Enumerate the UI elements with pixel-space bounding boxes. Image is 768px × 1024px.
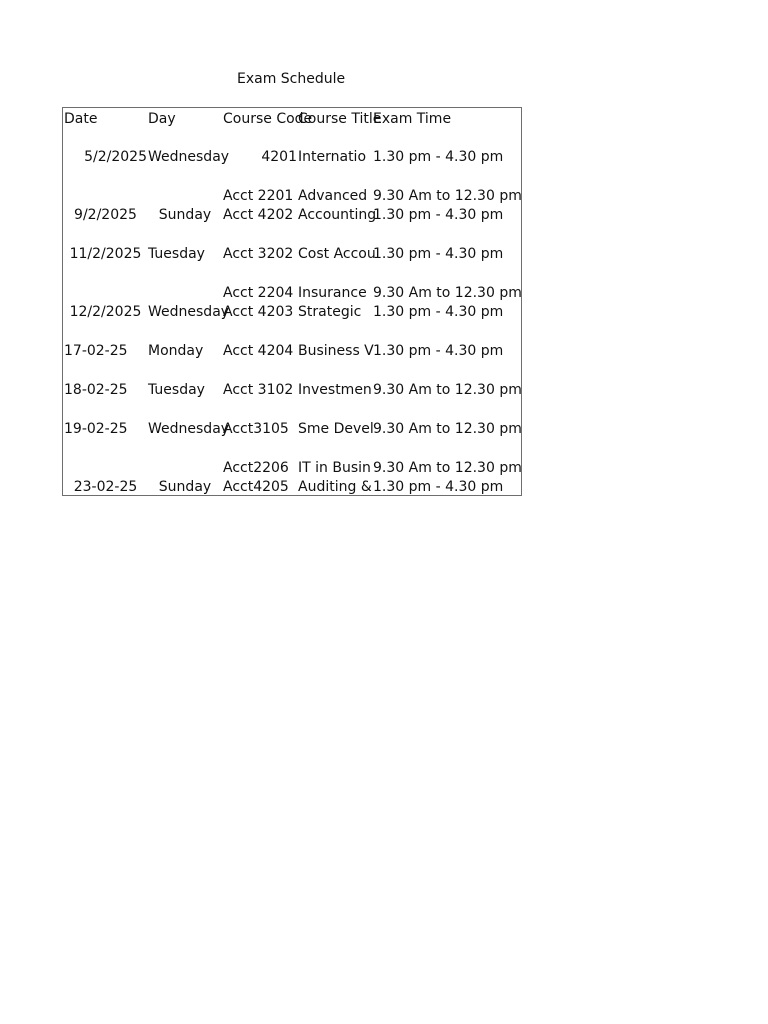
cell-date: 11/2/2025 bbox=[69, 246, 142, 262]
cell-course-title: Accounting bbox=[298, 207, 377, 223]
cell-course-code: Acct 4203 bbox=[223, 304, 294, 320]
cell-day: Wednesday bbox=[148, 304, 230, 320]
cell-day: Tuesday bbox=[148, 246, 205, 262]
cell-exam-time: 9.30 Am to 12.30 pm bbox=[373, 382, 522, 398]
cell-course-code: Acct 4202 bbox=[223, 207, 294, 223]
cell-exam-time: 1.30 pm - 4.30 pm bbox=[373, 246, 504, 262]
header-day: Day bbox=[148, 111, 176, 127]
cell-course-title: Cost Accou bbox=[298, 246, 376, 262]
cell-date: 19-02-25 bbox=[64, 421, 128, 437]
cell-course-title: Investmen bbox=[298, 382, 372, 398]
cell-course-title: IT in Busin bbox=[298, 460, 371, 476]
header-exam-time: Exam Time bbox=[373, 111, 452, 127]
cell-exam-time: 1.30 pm - 4.30 pm bbox=[373, 207, 504, 223]
cell-exam-time: 1.30 pm - 4.30 pm bbox=[373, 149, 504, 165]
cell-course-code: Acct 2201 bbox=[223, 188, 294, 204]
cell-course-code: Acct4205 bbox=[223, 479, 289, 495]
exam-schedule-table bbox=[62, 107, 522, 496]
cell-course-code: Acct2206 bbox=[223, 460, 289, 476]
cell-day: Tuesday bbox=[148, 382, 205, 398]
cell-date: 9/2/2025 bbox=[74, 207, 137, 223]
cell-exam-time: 1.30 pm - 4.30 pm bbox=[373, 304, 504, 320]
header-course-code: Course Code bbox=[223, 111, 313, 127]
cell-course-code: Acct 4204 bbox=[223, 343, 294, 359]
header-date: Date bbox=[64, 111, 98, 127]
cell-exam-time: 9.30 Am to 12.30 pm bbox=[373, 421, 522, 437]
cell-course-title: Insurance bbox=[298, 285, 367, 301]
cell-course-code: Acct 3102 bbox=[223, 382, 294, 398]
cell-course-title: Auditing & bbox=[298, 479, 372, 495]
cell-date: 5/2/2025 bbox=[84, 149, 147, 165]
cell-course-title: Advanced bbox=[298, 188, 368, 204]
cell-exam-time: 9.30 Am to 12.30 pm bbox=[373, 188, 522, 204]
cell-course-title: Business V bbox=[298, 343, 374, 359]
cell-day: Wednesday bbox=[148, 421, 230, 437]
cell-day: Sunday bbox=[158, 479, 212, 495]
cell-course-title: Strategic bbox=[298, 304, 362, 320]
cell-course-code: Acct 2204 bbox=[223, 285, 294, 301]
cell-date: 18-02-25 bbox=[64, 382, 128, 398]
cell-date: 17-02-25 bbox=[64, 343, 128, 359]
cell-course-code: 4201 bbox=[261, 149, 297, 165]
page-title: Exam Schedule bbox=[237, 71, 346, 87]
header-course-title: Course Title bbox=[298, 111, 382, 127]
cell-exam-time: 9.30 Am to 12.30 pm bbox=[373, 285, 522, 301]
cell-course-title: Internatio bbox=[298, 149, 367, 165]
cell-day: Wednesday bbox=[148, 149, 230, 165]
cell-date: 23-02-25 bbox=[73, 479, 138, 495]
cell-date: 12/2/2025 bbox=[69, 304, 142, 320]
cell-exam-time: 1.30 pm - 4.30 pm bbox=[373, 479, 504, 495]
cell-exam-time: 1.30 pm - 4.30 pm bbox=[373, 343, 504, 359]
cell-course-code: Acct 3202 bbox=[223, 246, 294, 262]
cell-course-code: Acct3105 bbox=[223, 421, 289, 437]
cell-day: Sunday bbox=[158, 207, 212, 223]
cell-day: Monday bbox=[148, 343, 204, 359]
cell-exam-time: 9.30 Am to 12.30 pm bbox=[373, 460, 522, 476]
cell-course-title: Sme Devel bbox=[298, 421, 374, 437]
